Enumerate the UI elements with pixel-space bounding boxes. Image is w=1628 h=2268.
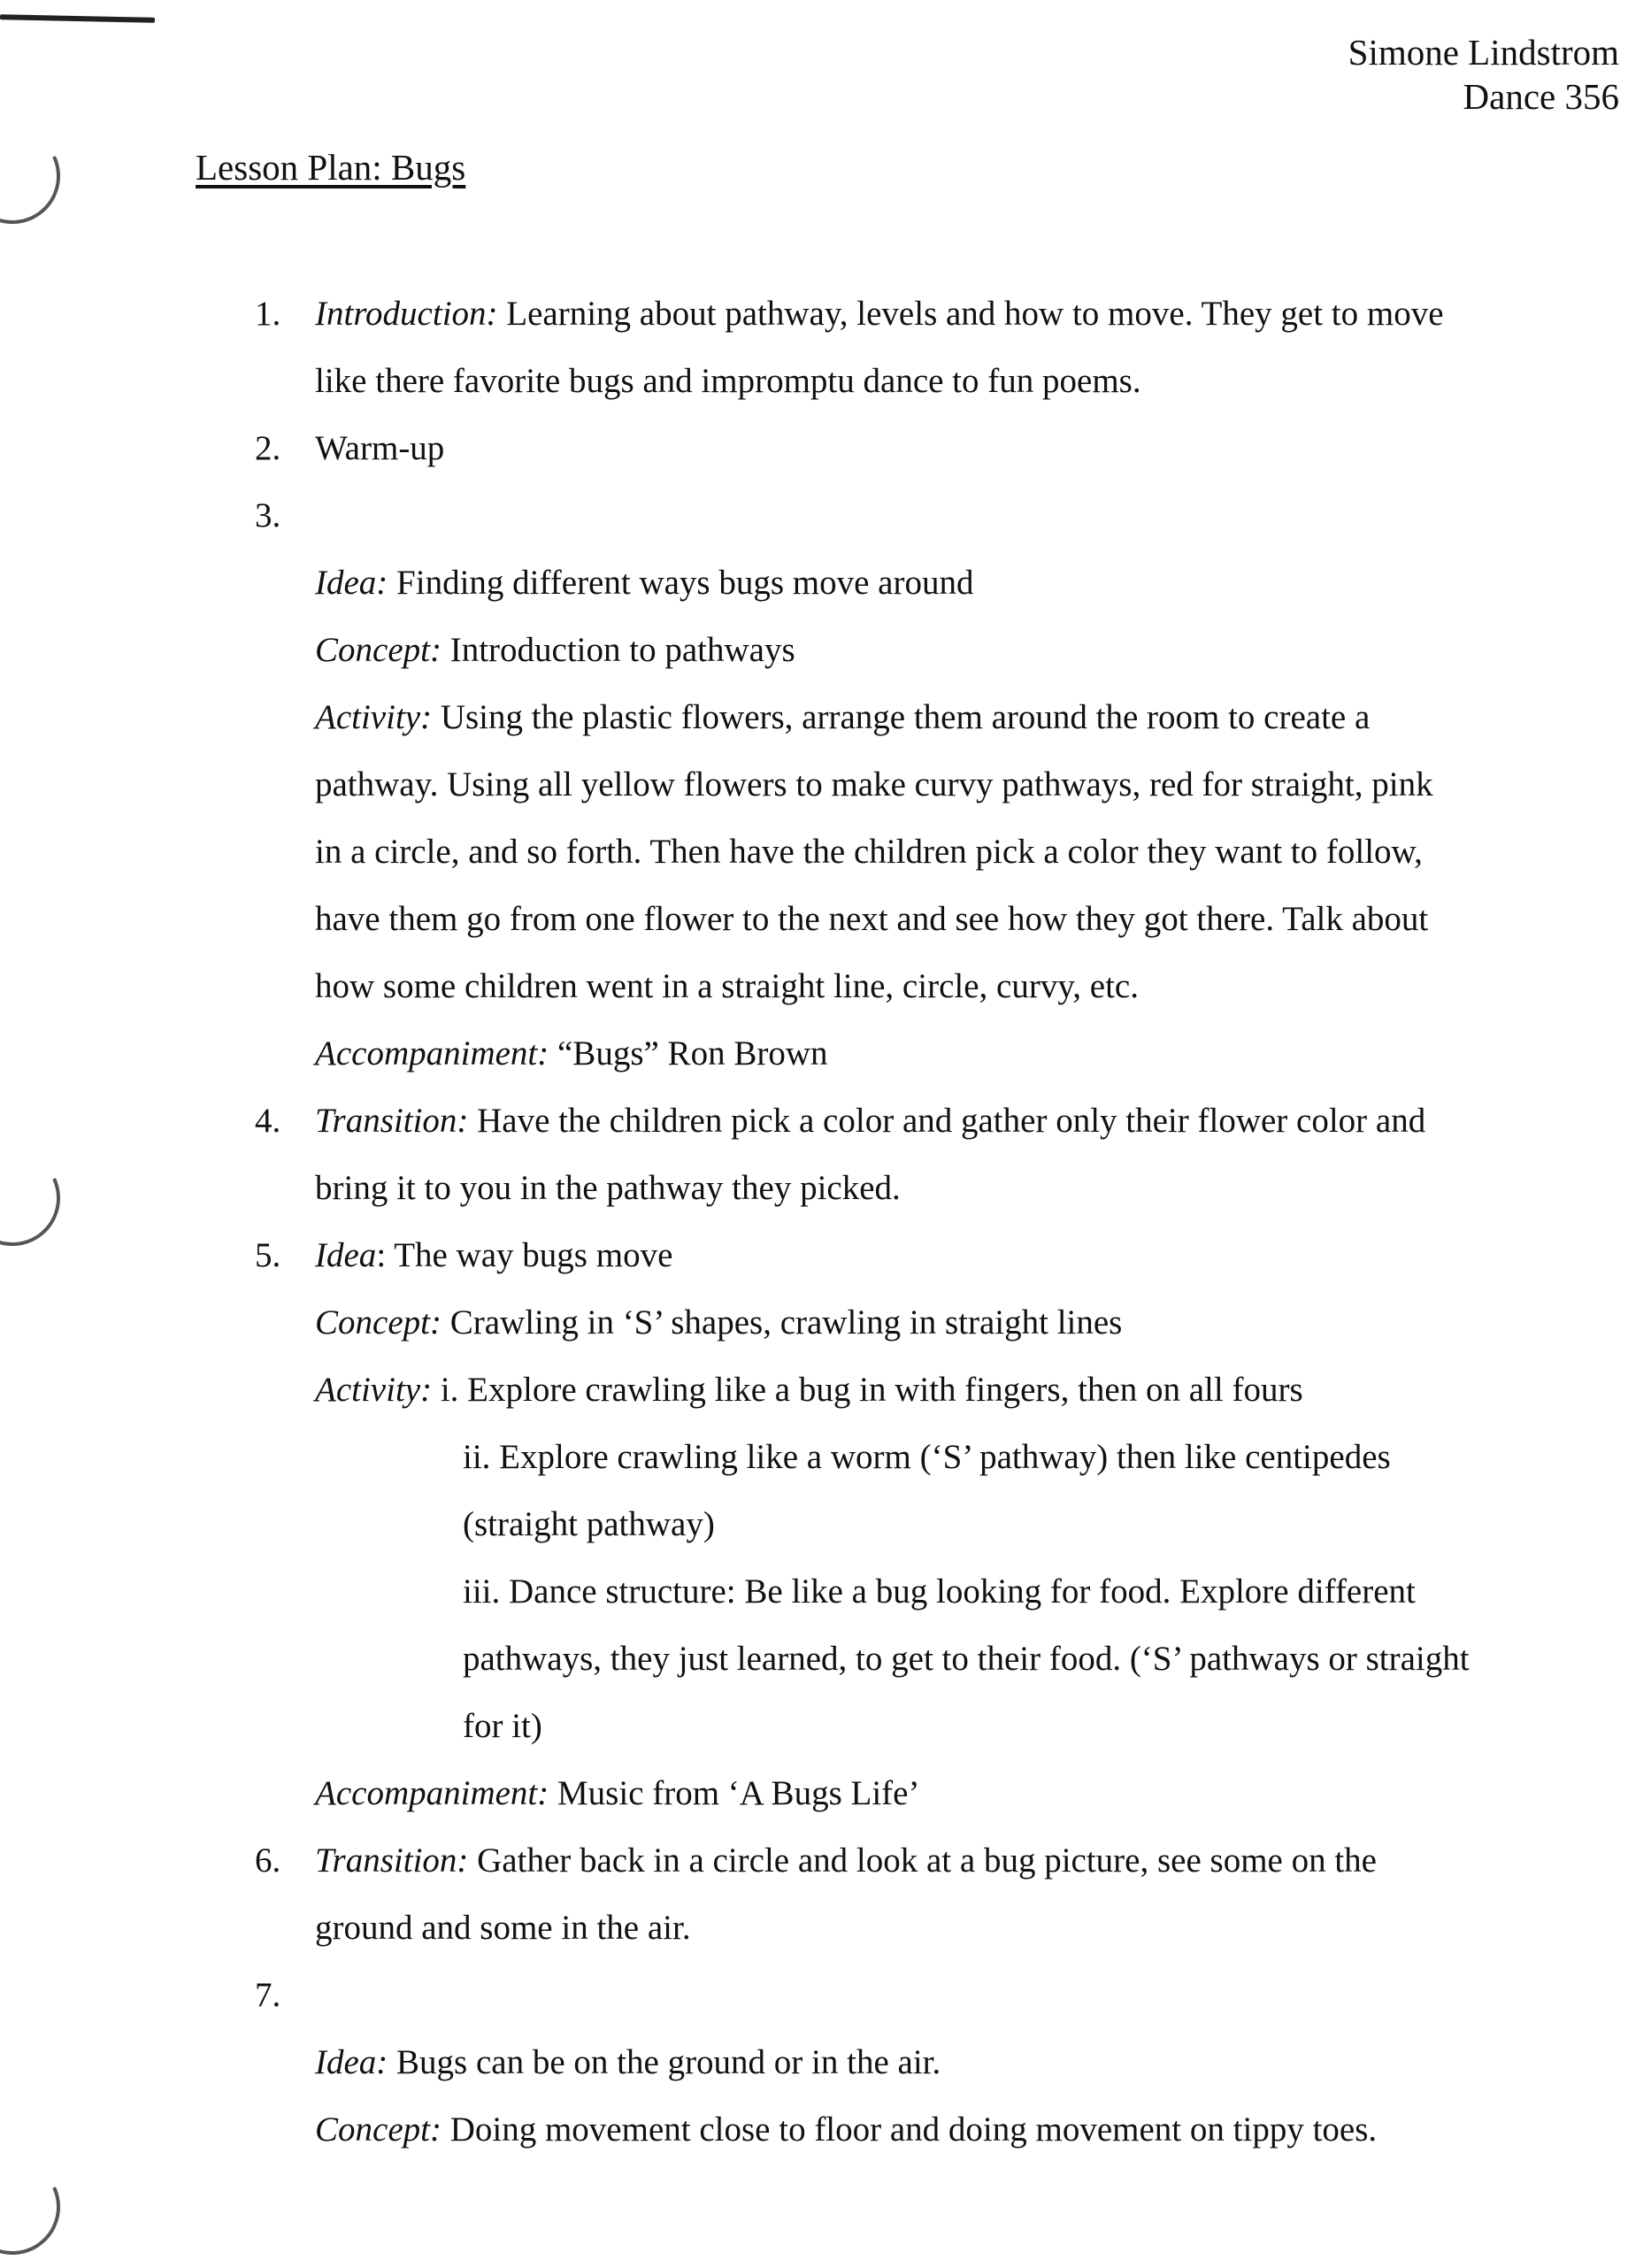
page-title: Lesson Plan: Bugs	[196, 147, 466, 188]
item-text: Bugs can be on the ground or in the air.	[388, 2043, 941, 2081]
item-text: : The way bugs move	[376, 1236, 673, 1274]
item-line: have them go from one flower to the next and see how they got there. Talk about	[315, 900, 1429, 938]
item-number: 5.	[255, 1236, 281, 1274]
item-number: 7.	[255, 1976, 281, 2014]
item-number: 6.	[255, 1841, 281, 1880]
item-text: Using the plastic flowers, arrange them around the room to create a	[432, 698, 1371, 736]
item-line: ground and some in the air.	[315, 1909, 691, 1947]
item-text: Have the children pick a color and gather only their flower color and	[468, 1102, 1426, 1140]
author-name: Simone Lindstrom	[1348, 32, 1619, 73]
item-number: 3.	[255, 496, 281, 534]
punch-hole-top	[0, 115, 73, 237]
item-line: in a circle, and so forth. Then have the children pick a color they want to follow,	[315, 833, 1423, 871]
item-text: Gather back in a circle and look at a bug picture, see some on the	[468, 1841, 1377, 1880]
item-number: 2.	[255, 429, 281, 467]
item-line	[315, 1827, 1377, 1895]
item-label: Concept:	[315, 1303, 442, 1342]
item-line: pathway. Using all yellow flowers to make curvy pathways, red for straight, pink	[315, 765, 1433, 803]
item-number: 1.	[255, 295, 281, 333]
item-text: Crawling in ‘S’ shapes, crawling in straight lines	[441, 1303, 1123, 1342]
item-line	[315, 1357, 1303, 1424]
scan-mark	[0, 14, 155, 23]
item-text: Learning about pathway, levels and how to move. They get to move	[497, 295, 1444, 333]
item-line: pathways, they just learned, to get to their food. (‘S’ pathways or straight	[463, 1640, 1470, 1678]
item-line	[315, 2029, 941, 2096]
item-label: Transition:	[315, 1102, 469, 1140]
item-label: Accompaniment:	[315, 1774, 549, 1812]
item-text: i. Explore crawling like a bug in with fingers, then on all fours	[432, 1371, 1303, 1409]
item-line: ii. Explore crawling like a worm (‘S’ pathway) then like centipedes	[463, 1438, 1391, 1476]
item-line: for it)	[463, 1707, 542, 1745]
item-line	[315, 1760, 919, 1827]
item-line: iii. Dance structure: Be like a bug looking for food. Explore different	[463, 1572, 1416, 1611]
item-line	[315, 281, 1444, 348]
item-text: “Bugs” Ron Brown	[549, 1034, 828, 1072]
document-header	[1348, 30, 1619, 119]
item-line	[315, 2096, 1377, 2164]
item-line: like there favorite bugs and impromptu dance to fun poems.	[315, 362, 1141, 400]
item-text: Music from ‘A Bugs Life’	[549, 1774, 920, 1812]
item-label: Concept:	[315, 2110, 442, 2149]
item-number: 4.	[255, 1102, 281, 1140]
item-label: Idea:	[315, 564, 388, 602]
item-label: Accompaniment:	[315, 1034, 549, 1072]
item-line	[315, 617, 795, 684]
item-label: Introduction:	[315, 295, 498, 333]
item-line	[315, 1222, 672, 1289]
item-label: Activity:	[315, 698, 433, 736]
item-line	[315, 550, 973, 617]
item-text: Introduction to pathways	[441, 631, 795, 669]
item-line: (straight pathway)	[463, 1505, 715, 1543]
item-line: how some children went in a straight line, circle, curvy, etc.	[315, 967, 1139, 1005]
item-line	[315, 684, 1370, 751]
item-line	[315, 1020, 828, 1088]
punch-hole-bottom	[0, 2146, 73, 2268]
item-label: Idea:	[315, 2043, 388, 2081]
course-name: Dance 356	[1463, 76, 1619, 117]
item-label: Idea	[315, 1236, 377, 1274]
item-line	[315, 1088, 1425, 1155]
item-label: Activity:	[315, 1371, 433, 1409]
item-line: bring it to you in the pathway they picked.	[315, 1169, 901, 1207]
item-text: Doing movement close to floor and doing movement on tippy toes.	[441, 2110, 1378, 2149]
item-line: Warm-up	[315, 429, 445, 467]
item-label: Concept:	[315, 631, 442, 669]
item-line	[315, 1289, 1122, 1357]
item-label: Transition:	[315, 1841, 469, 1880]
item-text: Finding different ways bugs move around	[388, 564, 974, 602]
punch-hole-middle	[0, 1137, 73, 1259]
